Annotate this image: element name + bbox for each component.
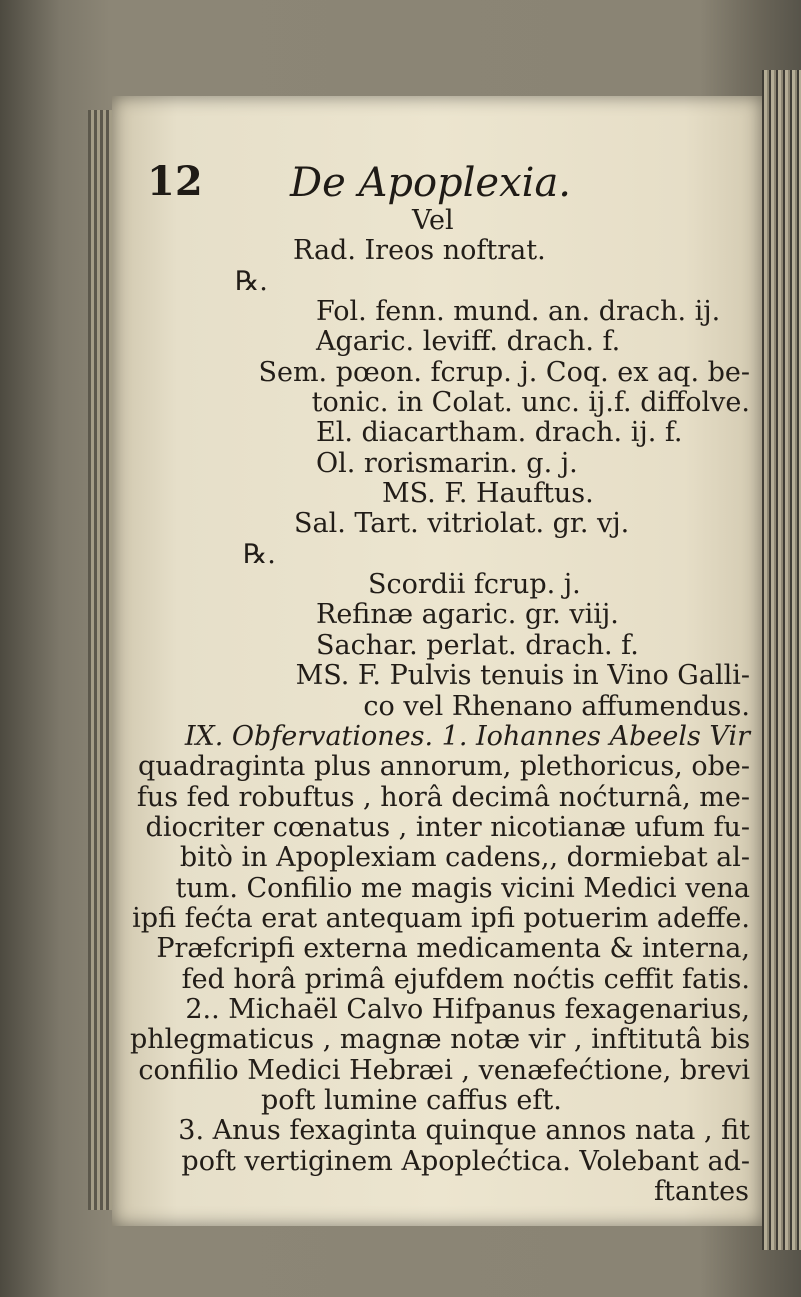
text-line: tum. Confilio me magis vicini Medici vena <box>175 873 750 904</box>
page-header <box>0 158 801 218</box>
text-line: 3. Anus fexaginta quinque annos nata , fit <box>178 1115 750 1146</box>
text-line: confilio Medici Hebræi , venæfećtione, brevi <box>138 1055 750 1086</box>
text-line: diocriter cœnatus , inter nicotianæ ufum fu- <box>145 812 750 843</box>
observation-heading: IX. Obfervationes. 1. Iohannes Abeels Vir <box>184 721 750 752</box>
recipe-mark: ℞. <box>235 266 268 297</box>
text-line: tonic. in Colat. unc. ij.f. diffolve. <box>311 387 750 418</box>
text-line: 2.. Michaël Calvo Hifpanus fexagenarius, <box>185 994 750 1025</box>
text-line: MS. F. Hauftus. <box>382 478 594 509</box>
text-line: phlegmaticus , magnæ notæ vir , inftitutâ bis <box>130 1024 751 1055</box>
text-line: Agaric. leviff. drach. f. <box>316 326 621 357</box>
running-title: De Apoplexia. <box>290 160 572 206</box>
text-line: poft lumine caffus eft. <box>261 1085 562 1116</box>
text-line: bitò in Apoplexiam cadens,, dormiebat al- <box>179 842 750 873</box>
text-line: poft vertiginem Apoplećtica. Volebant ad- <box>181 1146 750 1177</box>
text-line: Sachar. perlat. drach. f. <box>316 630 639 661</box>
page-edges <box>762 70 801 1250</box>
text-line: co vel Rhenano affumendus. <box>363 691 750 722</box>
text-line: fus fed robuftus , horâ decimâ noćturnâ, me- <box>136 782 750 813</box>
text-line: Vel <box>412 205 454 236</box>
text-line: Ol. rorismarin. g. j. <box>316 448 578 479</box>
text-line: Sem. pœon. fcrup. j. Coq. ex aq. be- <box>258 357 750 388</box>
page-number: 12 <box>147 158 203 205</box>
text-line: Præfcripfi externa medicamenta & interna, <box>156 933 750 964</box>
text-line: ipfi fećta erat antequam ipfi potuerim adeffe. <box>132 903 750 934</box>
text-line: MS. F. Pulvis tenuis in Vino Galli- <box>295 660 750 691</box>
text-line: Sal. Tart. vitriolat. gr. vj. <box>294 508 630 539</box>
text-line: Scordii fcrup. j. <box>368 569 581 600</box>
text-line: quadraginta plus annorum, plethoricus, obe- <box>138 751 750 782</box>
text-line: Refinæ agaric. gr. viij. <box>316 599 619 630</box>
text-line: fed horâ primâ ejufdem noćtis ceffit fatis. <box>181 964 750 995</box>
text-line: ftantes <box>654 1176 750 1207</box>
book-gutter <box>88 110 112 1210</box>
text-line: El. diacartham. drach. ij. f. <box>316 417 683 448</box>
text-line: Fol. fenn. mund. an. drach. ij. <box>316 296 721 327</box>
text-line: Rad. Ireos noftrat. <box>293 235 546 266</box>
recipe-mark: ℞. <box>243 539 276 570</box>
